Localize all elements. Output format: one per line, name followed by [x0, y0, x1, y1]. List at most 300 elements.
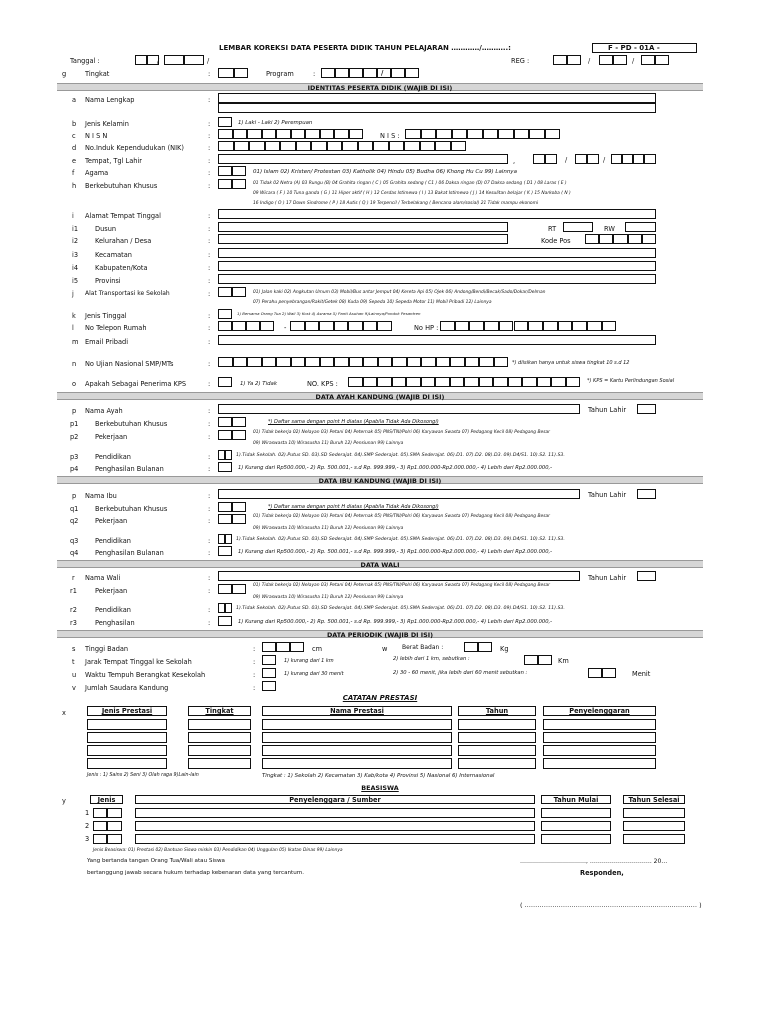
transport-label: Alat Transportasi ke Sekolah [85, 290, 170, 297]
prestasi-cell[interactable] [262, 732, 452, 743]
prestasi-cell[interactable] [458, 719, 536, 730]
kps-box[interactable] [218, 377, 232, 387]
un-box[interactable] [465, 357, 480, 367]
un-box[interactable] [450, 357, 465, 367]
row-letter: i1 [72, 225, 79, 233]
prestasi-cell[interactable] [262, 758, 452, 769]
nik-box[interactable] [435, 141, 451, 151]
colon: : [208, 606, 211, 614]
nik-box[interactable] [234, 141, 250, 151]
kps-box[interactable] [348, 377, 363, 387]
colon: : [208, 492, 211, 500]
waktu-box[interactable] [262, 668, 276, 678]
nik-box[interactable] [451, 141, 467, 151]
row-letter: p1 [70, 420, 79, 428]
prestasi-cell[interactable] [262, 745, 452, 756]
row-letter: l [72, 324, 74, 332]
beasiswa-selesai-cell[interactable] [623, 821, 685, 831]
telp-box[interactable] [305, 321, 320, 331]
form-title: LEMBAR KOREKSI DATA PESERTA DIDIK TAHUN PELAJARAN …………/………..: [219, 44, 511, 52]
ayah-tahun-input[interactable] [637, 404, 656, 414]
wali-pend-options: 1).Tidak Sekolah. 02).Putus SD. 03).SD Sederajat. 04).SMP Sederajat. 05).SMA Sederajat. 06).D1. 07).D2. 08).D3. 09).D4/S1. 10).S2. 11).S3. [236, 606, 565, 611]
kps-box[interactable] [435, 377, 450, 387]
un-box[interactable] [421, 357, 436, 367]
telp-box[interactable] [319, 321, 334, 331]
program-box[interactable] [335, 68, 349, 78]
dusun-input[interactable] [218, 222, 508, 232]
un-box[interactable] [320, 357, 335, 367]
reg-box-3[interactable] [599, 55, 613, 65]
prestasi-cell[interactable] [543, 732, 656, 743]
prestasi-cell[interactable] [188, 758, 251, 769]
colon: : [208, 380, 211, 388]
kps-box[interactable] [450, 377, 465, 387]
un-box[interactable] [291, 357, 306, 367]
colon: : [208, 360, 211, 368]
colon: : [208, 212, 211, 220]
program-box[interactable] [363, 68, 377, 78]
prestasi-header-4: Penyelenggaran [569, 707, 630, 715]
beasiswa-jenis-cell[interactable] [93, 834, 107, 844]
ayah-pend-label: Pendidikan [95, 453, 131, 461]
nama-input-1[interactable] [218, 93, 656, 103]
tinggi-box-2[interactable] [276, 642, 290, 652]
nik-box[interactable] [389, 141, 405, 151]
kps-box[interactable] [551, 377, 566, 387]
telp-box[interactable] [246, 321, 260, 331]
prestasi-cell[interactable] [87, 745, 167, 756]
row-letter: q4 [70, 549, 79, 557]
wali-kerja-box-1[interactable] [218, 584, 232, 594]
beasiswa-row-number: 2 [85, 822, 90, 830]
un-box[interactable] [363, 357, 378, 367]
tingkat-box-2[interactable] [234, 68, 248, 78]
colon: : [208, 517, 211, 525]
ibu-kerja-box-2[interactable] [232, 514, 246, 524]
un-box[interactable] [378, 357, 393, 367]
ibu-bk-box-1[interactable] [218, 502, 232, 512]
prestasi-header-3: Tahun [485, 707, 509, 715]
tinggi-box-1[interactable] [262, 642, 276, 652]
un-box[interactable] [218, 357, 233, 367]
kec-input[interactable] [218, 248, 656, 258]
beasiswa-mulai-cell[interactable] [541, 808, 611, 818]
un-box[interactable] [436, 357, 451, 367]
transport-box-2[interactable] [232, 287, 246, 297]
beasiswa-jenis-cell[interactable] [93, 821, 107, 831]
prestasi-cell[interactable] [188, 745, 251, 756]
reg-box-5[interactable] [641, 55, 655, 65]
nik-box[interactable] [249, 141, 265, 151]
ibu-kerja-box-1[interactable] [218, 514, 232, 524]
nis-box[interactable] [421, 129, 437, 139]
wali-pend-box-1[interactable] [218, 603, 225, 613]
beasiswa-jenis-cell[interactable] [93, 808, 107, 818]
colon: : [208, 237, 211, 245]
nik-box[interactable] [420, 141, 436, 151]
kps-box[interactable] [479, 377, 494, 387]
ayah-kerja-options-1: 01) Tidak bekerja 02) Nelayan 03) Petani 04) Peternak 05) PNS/TNI/Polri 06) Karyawan Swasta 07) Pedagang Kecil 08) Pedagang Besar [253, 430, 550, 435]
beasiswa-sumber-cell[interactable] [135, 808, 535, 818]
prestasi-cell[interactable] [543, 758, 656, 769]
berat-box-2[interactable] [478, 642, 492, 652]
kps-box[interactable] [464, 377, 479, 387]
jarak-box[interactable] [262, 655, 276, 665]
row-letter: n [72, 360, 77, 368]
nisn-box[interactable] [305, 129, 320, 139]
alamat-input[interactable] [218, 209, 656, 219]
hp-box[interactable] [499, 321, 514, 331]
tgl-lahir-y4[interactable] [644, 154, 656, 164]
prestasi-cell[interactable] [87, 719, 167, 730]
ibu-label: Nama Ibu [85, 492, 117, 500]
kps-label: Apakah Sebagai Penerima KPS [85, 380, 186, 388]
hp-box[interactable] [455, 321, 470, 331]
rw-label: RW [604, 225, 615, 233]
waktu-menit-box-2[interactable] [602, 668, 616, 678]
kps-box[interactable] [363, 377, 378, 387]
ibu-tahun-input[interactable] [637, 489, 656, 499]
jarak-opt-2: 2) lebih dari 1 km, sebutkan : [393, 656, 470, 662]
reg-box-4[interactable] [613, 55, 627, 65]
email-label: Email Pribadi [85, 338, 129, 346]
kps-box[interactable] [566, 377, 581, 387]
wali-tahun-input[interactable] [637, 571, 656, 581]
ibu-hasil-box[interactable] [218, 546, 232, 556]
row-letter: i2 [72, 237, 79, 245]
rw-input[interactable] [625, 222, 656, 232]
row-letter: w [382, 645, 388, 653]
row-letter: o [72, 380, 77, 388]
nama-label: Nama Lengkap [85, 96, 135, 104]
jt-label: Jenis Tinggal [85, 312, 127, 320]
kps-box[interactable] [493, 377, 508, 387]
un-note: *) diisikan hanya untuk siswa tingkat 10 s.d 12 [512, 360, 630, 366]
tgl-lahir-y3[interactable] [633, 154, 644, 164]
nis-box[interactable] [452, 129, 468, 139]
tgl-lahir-m1[interactable] [575, 154, 587, 164]
hp-box[interactable] [602, 321, 617, 331]
section-wali: DATA WALI [57, 560, 703, 568]
saudara-box[interactable] [262, 681, 276, 691]
beasiswa-mulai-cell[interactable] [541, 834, 611, 844]
program-box[interactable] [377, 68, 391, 78]
bk-options-3: 16 Indigo ( O ) 17 Down Sindrome ( P ) 18 Autis ( Q ) 19 Terpencil / Terbelakang ( Bencana alam/sosial) 21 Tidak mampu ekonomi [253, 201, 539, 206]
ibu-tahun-label: Tahun Lahir [588, 491, 627, 499]
un-box[interactable] [479, 357, 494, 367]
nis-box[interactable] [545, 129, 561, 139]
section-periodik: DATA PERIODIK (WAJIB DI ISI) [57, 630, 703, 638]
wali-hasil-box[interactable] [218, 616, 232, 626]
signature-line[interactable]: ( ……………………………………………………………………… ) [520, 901, 702, 909]
nisn-box[interactable] [320, 129, 335, 139]
nis-box[interactable] [405, 129, 421, 139]
ayah-pend-box-1[interactable] [218, 450, 225, 460]
nis-box[interactable] [436, 129, 452, 139]
kps-box[interactable] [406, 377, 421, 387]
colon: : [208, 70, 211, 78]
tgl-lahir-y2[interactable] [622, 154, 633, 164]
nis-box[interactable] [529, 129, 545, 139]
ayah-pend-options: 1).Tidak Sekolah. 02).Putus SD. 03).SD Sederajat. 04).SMP Sederajat. 05).SMA Sederajat. 06).D1. 07).D2. 08).D3. 09).D4/S1. 10).S2. 11).S3. [236, 453, 565, 458]
hp-box[interactable] [440, 321, 455, 331]
prestasi-tingkat-legend: Tingkat : 1) Sekolah 2) Kecamatan 3) Kab/kota 4) Provinsi 5) Nasional 6) Internasional [262, 773, 495, 779]
row-letter: r3 [70, 619, 77, 627]
kps-box[interactable] [377, 377, 392, 387]
hp-box[interactable] [528, 321, 543, 331]
reg-box-1[interactable] [553, 55, 567, 65]
prestasi-cell[interactable] [188, 732, 251, 743]
hp-box[interactable] [543, 321, 558, 331]
nama-input-2[interactable] [218, 103, 656, 113]
waktu-opt-2: 2) 30 - 60 menit, jika lebih dari 60 menit sebutkan : [393, 670, 528, 676]
nik-box[interactable] [265, 141, 281, 151]
jarak-km-box-1[interactable] [524, 655, 538, 665]
kps-box[interactable] [537, 377, 552, 387]
section-ibu: DATA IBU KANDUNG (WAJIB DI ISI) [57, 476, 703, 484]
un-box[interactable] [233, 357, 248, 367]
beasiswa-jenis-cell[interactable] [107, 834, 122, 844]
kodepos-box[interactable] [642, 234, 656, 244]
nik-box[interactable] [342, 141, 358, 151]
telp-box[interactable] [290, 321, 305, 331]
un-box[interactable] [262, 357, 277, 367]
prestasi-cell[interactable] [458, 745, 536, 756]
prestasi-header-0: Jenis Prestasi [101, 707, 153, 715]
un-box[interactable] [334, 357, 349, 367]
tanggal-month-2[interactable] [184, 55, 204, 65]
telp-box[interactable] [260, 321, 274, 331]
tanggal-day-1[interactable] [135, 55, 147, 65]
program-box[interactable] [391, 68, 405, 78]
beasiswa-sumber-cell[interactable] [135, 834, 535, 844]
wali-pend-box-2[interactable] [225, 603, 232, 613]
agama-box-2[interactable] [232, 166, 246, 176]
ibu-pend-box-2[interactable] [225, 534, 232, 544]
prestasi-cell[interactable] [188, 719, 251, 730]
bk-label: Berkebutuhan Khusus [85, 182, 158, 190]
ayah-bk-box-1[interactable] [218, 417, 232, 427]
nis-box[interactable] [514, 129, 530, 139]
prestasi-cell[interactable] [458, 732, 536, 743]
kps-box[interactable] [522, 377, 537, 387]
kps-box[interactable] [421, 377, 436, 387]
prestasi-cell[interactable] [458, 758, 536, 769]
row-letter: f [72, 169, 75, 177]
nis-box[interactable] [498, 129, 514, 139]
nis-box[interactable] [467, 129, 483, 139]
nisn-box[interactable] [334, 129, 349, 139]
prestasi-cell[interactable] [87, 732, 167, 743]
rt-label: RT [548, 225, 557, 233]
telp-box[interactable] [334, 321, 349, 331]
ayah-kerja-box-2[interactable] [232, 430, 246, 440]
row-letter: b [72, 120, 77, 128]
transport-options-2: 07) Perahu penyebrangan/Rakit/Getek 08) Kuda 09) Sepeda 10) Sepeda Motor 11) Mobil Pribadi 12) Lainnya [253, 300, 492, 305]
kodepos-box[interactable] [613, 234, 627, 244]
row-letter: s [72, 645, 76, 653]
kel-input[interactable] [218, 234, 508, 244]
wali-input[interactable] [218, 571, 580, 581]
jk-box[interactable] [218, 117, 232, 127]
waktu-label: Waktu Tempuh Berangkat Kesekolah [85, 671, 206, 679]
hp-box[interactable] [587, 321, 602, 331]
saudara-label: Jumlah Saudara Kandung [85, 684, 169, 692]
kel-label: Kelurahan / Desa [95, 237, 152, 245]
bk-options-1: 01 Tidak 02 Netra (A) 03 Rungu (B) 04 Grahita ringan ( C ) 05 Grahita sedang ( C1 ) 06 Daksa ringan (D) 07 Daksa sedang ( D1 ) 08 Laras ( E ) [253, 181, 567, 186]
kps-box[interactable] [392, 377, 407, 387]
reg-box-2[interactable] [567, 55, 581, 65]
row-letter: c [72, 132, 76, 140]
ayah-kerja-box-1[interactable] [218, 430, 232, 440]
telp-box[interactable] [377, 321, 392, 331]
hp-box[interactable] [558, 321, 573, 331]
ibu-hasil-label: Penghasilan Bulanan [95, 549, 164, 557]
kodepos-box[interactable] [599, 234, 613, 244]
wali-hasil-label: Penghasilan [95, 619, 135, 627]
nik-box[interactable] [327, 141, 343, 151]
row-letter: m [72, 338, 79, 346]
un-box[interactable] [349, 357, 364, 367]
bk-box-2[interactable] [232, 179, 246, 189]
beasiswa-jenis-cell[interactable] [107, 821, 122, 831]
wali-label: Nama Wali [85, 574, 121, 582]
cm-label: cm [312, 645, 323, 653]
beasiswa-sumber-cell[interactable] [135, 821, 535, 831]
nik-box[interactable] [311, 141, 327, 151]
tinggi-box-3[interactable] [290, 642, 304, 652]
un-box[interactable] [407, 357, 422, 367]
kps-box[interactable] [508, 377, 523, 387]
kab-input[interactable] [218, 261, 656, 271]
nik-box[interactable] [218, 141, 234, 151]
beasiswa-jenis-cell[interactable] [107, 808, 122, 818]
program-box[interactable] [321, 68, 335, 78]
row-letter: a [72, 96, 77, 104]
ibu-input[interactable] [218, 489, 580, 499]
telp-box[interactable] [363, 321, 378, 331]
telp-box[interactable] [348, 321, 363, 331]
nisn-box[interactable] [218, 129, 233, 139]
tanggal-month-1[interactable] [164, 55, 184, 65]
nisn-box[interactable] [291, 129, 306, 139]
kodepos-box[interactable] [585, 234, 599, 244]
un-box[interactable] [305, 357, 320, 367]
waktu-opt-1: 1) kurang dari 30 menit [284, 671, 344, 677]
prestasi-cell[interactable] [543, 745, 656, 756]
waktu-menit-box-1[interactable] [588, 668, 602, 678]
jarak-label: Jarak Tempat Tinggal ke Sekolah [85, 658, 192, 666]
responden-label: Responden, [580, 869, 624, 877]
prestasi-header-2: Nama Prestasi [330, 707, 384, 715]
un-box[interactable] [276, 357, 291, 367]
kodepos-box[interactable] [628, 234, 642, 244]
colon: : [208, 169, 211, 177]
un-box[interactable] [494, 357, 509, 367]
nik-box[interactable] [280, 141, 296, 151]
prestasi-header-1: Tingkat [205, 707, 234, 715]
nisn-box[interactable] [262, 129, 277, 139]
un-box[interactable] [392, 357, 407, 367]
nik-box[interactable] [296, 141, 312, 151]
nisn-box[interactable] [233, 129, 248, 139]
telp-box[interactable] [232, 321, 246, 331]
nisn-box[interactable] [349, 129, 364, 139]
reg-box-6[interactable] [655, 55, 669, 65]
hp-box[interactable] [514, 321, 529, 331]
row-letter: p2 [70, 433, 79, 441]
tgl-lahir-m2[interactable] [587, 154, 599, 164]
hp-box[interactable] [469, 321, 484, 331]
program-box[interactable] [405, 68, 419, 78]
wali-kerja-box-2[interactable] [232, 584, 246, 594]
prov-input[interactable] [218, 274, 656, 284]
ibu-pend-options: 1).Tidak Sekolah. 02).Putus SD. 03).SD Sederajat. 04).SMP Sederajat. 05).SMA Sederajat. 06).D1. 07).D2. 08).D3. 09).D4/S1. 10).S2. 11).S3. [236, 537, 565, 542]
transport-box-1[interactable] [218, 287, 232, 297]
nik-box[interactable] [404, 141, 420, 151]
prestasi-cell[interactable] [262, 719, 452, 730]
beasiswa-mulai-cell[interactable] [541, 821, 611, 831]
tgl-lahir-y1[interactable] [611, 154, 622, 164]
ayah-input[interactable] [218, 404, 580, 414]
ayah-bk-box-2[interactable] [232, 417, 246, 427]
ibu-pend-box-1[interactable] [218, 534, 225, 544]
hp-box[interactable] [484, 321, 499, 331]
nis-box[interactable] [483, 129, 499, 139]
ibu-kerja-options-2: 09) Wiraswasta 10) Wirasusha 11) Buruh 12) Pensiunan 99) Lainnya [253, 526, 404, 531]
tempat-lahir-input[interactable] [218, 154, 508, 164]
tingkat-box-1[interactable] [218, 68, 234, 78]
rt-input[interactable] [563, 222, 593, 232]
bk-box-1[interactable] [218, 179, 232, 189]
jt-box[interactable] [218, 309, 232, 319]
row-letter: q1 [70, 505, 79, 513]
email-input[interactable] [218, 335, 656, 345]
un-box[interactable] [247, 357, 262, 367]
nisn-label: N I S N [85, 132, 108, 140]
nik-box[interactable] [373, 141, 389, 151]
beasiswa-header-3: Tahun Selesai [628, 796, 680, 804]
ayah-hasil-box[interactable] [218, 462, 232, 472]
row-letter: k [72, 312, 76, 320]
tgl-lahir-d2[interactable] [545, 154, 557, 164]
beasiswa-selesai-cell[interactable] [623, 808, 685, 818]
slash: / [588, 57, 591, 65]
ayah-pend-box-2[interactable] [225, 450, 232, 460]
beasiswa-row-number: 3 [85, 835, 90, 843]
nisn-box[interactable] [276, 129, 291, 139]
nik-box[interactable] [358, 141, 374, 151]
tgl-lahir-d1[interactable] [533, 154, 545, 164]
program-box[interactable] [349, 68, 363, 78]
agama-box-1[interactable] [218, 166, 232, 176]
prestasi-cell[interactable] [543, 719, 656, 730]
beasiswa-selesai-cell[interactable] [623, 834, 685, 844]
slash: / [603, 156, 606, 164]
telp-box[interactable] [218, 321, 232, 331]
hp-box[interactable] [572, 321, 587, 331]
ibu-bk-box-2[interactable] [232, 502, 246, 512]
ibu-bk-label: Berkebutuhan Khusus [95, 505, 168, 513]
prestasi-cell[interactable] [87, 758, 167, 769]
berat-box-1[interactable] [464, 642, 478, 652]
nisn-box[interactable] [247, 129, 262, 139]
slash: / [157, 57, 160, 65]
dusun-label: Dusun [95, 225, 117, 233]
row-letter: r1 [70, 587, 77, 595]
jarak-km-box-2[interactable] [538, 655, 552, 665]
section-beasiswa: BEASISWA [57, 784, 703, 792]
